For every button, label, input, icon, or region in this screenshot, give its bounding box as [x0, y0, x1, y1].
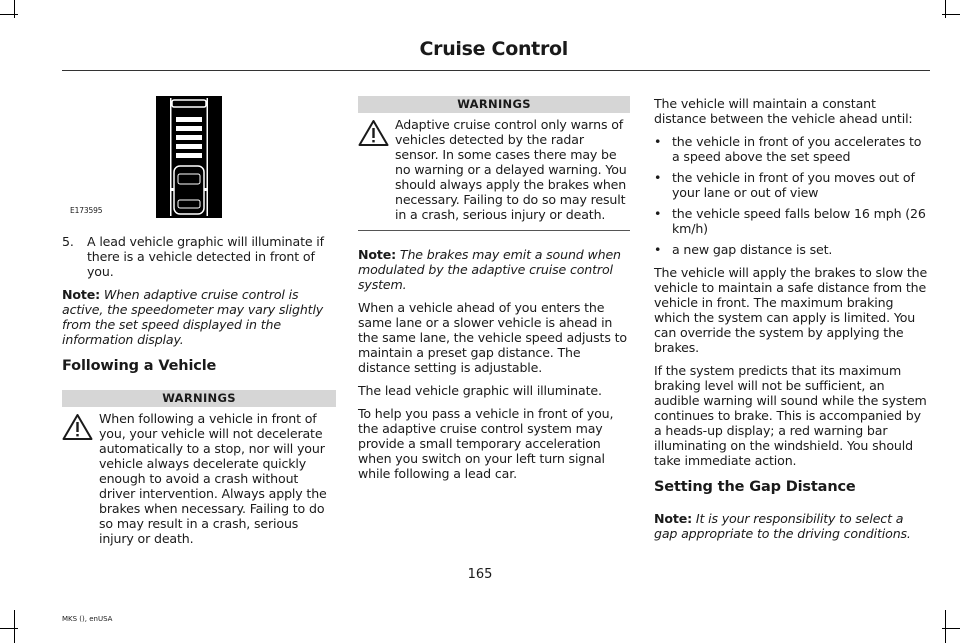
warning-text: Adaptive cruise control only warns of vehicles detected by the radar sensor. In some cases there may be no warning or a delayed warning. You should always apply the brakes when necessary. Failing to do so may result in a crash, serious injury or death.	[395, 117, 627, 222]
list-item	[654, 170, 928, 200]
column-left	[62, 96, 336, 558]
header-divider	[62, 70, 930, 71]
page-title: Cruise Control	[419, 38, 568, 60]
column-right	[654, 96, 928, 549]
warning-body	[358, 117, 630, 222]
lead-vehicle-figure	[62, 96, 336, 218]
crop-mark	[945, 610, 946, 643]
list-item	[62, 234, 336, 279]
warning-title: WARNINGS	[62, 390, 336, 407]
warning-body	[62, 411, 336, 546]
paragraph: To help you pass a vehicle in front of you, the adaptive cruise control system may provide a small temporary acceleration when you switch on your left turn signal while following a lead car.	[358, 406, 614, 481]
crop-mark	[14, 0, 15, 18]
note-text: It is your responsibility to select a gap appropriate to the driving conditions.	[654, 511, 911, 541]
note	[358, 247, 630, 292]
note-text: When adaptive cruise control is active, the speedometer may vary slightly from the set speed displayed in the information display.	[62, 287, 324, 347]
footer-model: MKS (), enUSA	[62, 615, 113, 623]
list-item-number: 5.	[62, 234, 74, 249]
section-heading: Following a Vehicle	[62, 358, 217, 374]
warning-box	[358, 96, 630, 231]
bullet-icon: •	[654, 242, 662, 257]
bullet-list	[654, 134, 928, 257]
warning-divider	[358, 230, 630, 231]
list-item	[654, 134, 928, 164]
crop-mark	[942, 628, 960, 629]
paragraph: The vehicle will apply the brakes to slow the vehicle to maintain a safe distance from the vehicle in front. The maximum braking which the system can apply is limited. You can override the system by applying the brakes.	[654, 265, 928, 355]
figure-code: E173595	[70, 206, 103, 215]
paragraph: When a vehicle ahead of you enters the same lane or a slower vehicle is ahead in the same lane, the vehicle speed adjusts to maintain a preset gap distance. The distance setting is adjustable.	[358, 300, 627, 375]
note-label: Note:	[654, 511, 693, 526]
paragraph: The vehicle will maintain a constant distance between the vehicle ahead until:	[654, 96, 913, 126]
crop-mark	[942, 14, 960, 15]
note-label: Note:	[358, 247, 397, 262]
list-item-text: a new gap distance is set.	[672, 242, 833, 257]
note-label: Note:	[62, 287, 101, 302]
bullet-icon: •	[654, 170, 662, 185]
bullet-icon: •	[654, 206, 662, 221]
note-text: The brakes may emit a sound when modulated by the adaptive cruise control system.	[358, 247, 621, 292]
list-item	[654, 206, 928, 236]
list-item-text: the vehicle speed falls below 16 mph (26 km/h)	[672, 206, 926, 236]
bullet-icon: •	[654, 134, 662, 149]
list-item-text: A lead vehicle graphic will illuminate if there is a vehicle detected in front of you.	[87, 234, 324, 279]
crop-mark	[0, 14, 18, 15]
list-item	[654, 242, 928, 257]
warning-triangle-icon	[358, 119, 389, 147]
section-heading: Setting the Gap Distance	[654, 479, 856, 495]
paragraph: The lead vehicle graphic will illuminate.	[358, 383, 602, 398]
warning-box	[62, 390, 336, 546]
lead-vehicle-graphic	[156, 96, 222, 218]
list-item-text: the vehicle in front of you moves out of your lane or out of view	[672, 170, 915, 200]
column-middle	[358, 96, 630, 489]
paragraph: If the system predicts that its maximum braking level will not be sufficient, an audible warning will sound while the system continues to brake. This is accompanied by a heads-up display; a red warning bar illuminating on the windshield. You should take immediate action.	[654, 363, 927, 468]
list-item-text: the vehicle in front of you accelerates to a speed above the set speed	[672, 134, 922, 164]
warning-triangle-icon	[62, 413, 93, 441]
note	[62, 287, 336, 347]
note	[654, 511, 928, 541]
warning-text: When following a vehicle in front of you, your vehicle will not decelerate automatically to a stop, nor will your vehicle always decelerate quickly enough to avoid a crash without driver intervention. Always apply the brakes when necessary. Failing to do so may result in a crash, serious injury or death.	[99, 411, 327, 546]
crop-mark	[0, 628, 18, 629]
crop-mark	[945, 0, 946, 18]
crop-mark	[14, 610, 15, 643]
warning-title: WARNINGS	[358, 96, 630, 113]
page-number: 165	[467, 567, 493, 582]
lead-vehicle-icon	[156, 96, 222, 218]
